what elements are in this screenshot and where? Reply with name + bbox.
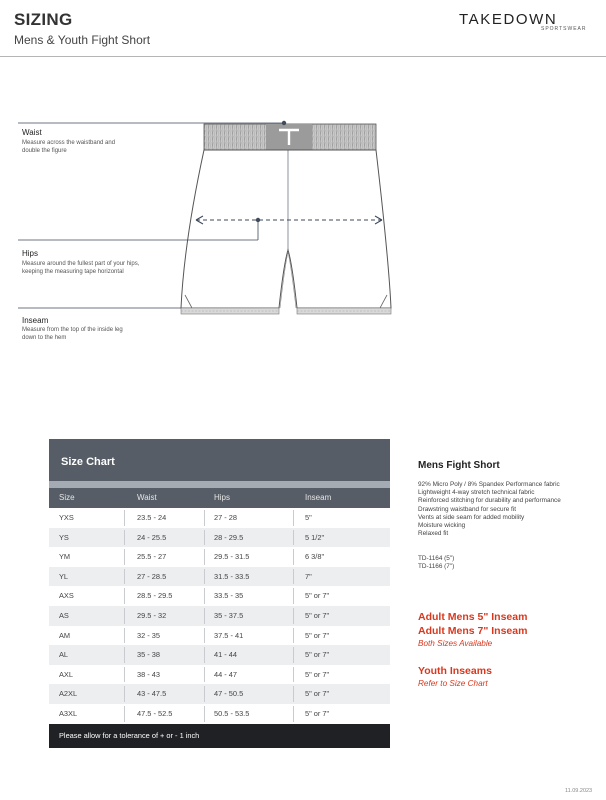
column-divider — [204, 608, 205, 624]
column-divider — [204, 647, 205, 663]
column-divider — [124, 510, 125, 526]
cell-waist: 28.5 - 29.5 — [137, 591, 173, 601]
cell-inseam: 5" or 7" — [305, 650, 330, 660]
column-divider — [293, 647, 294, 663]
cell-waist: 38 - 43 — [137, 669, 161, 679]
column-divider — [293, 588, 294, 604]
inseam-7-title: Adult Mens 7" Inseam — [418, 625, 528, 637]
cell-hips: 27 - 28 — [214, 513, 238, 522]
cell-hips: 44 - 47 — [214, 669, 238, 679]
inseam-label: Inseam — [22, 316, 49, 325]
column-divider — [293, 530, 294, 546]
cell-hips: 41 - 44 — [214, 650, 238, 660]
cell-hips: 31.5 - 33.5 — [214, 571, 250, 581]
column-divider — [124, 588, 125, 604]
feature-line: Reinforced stitching for durability and performance — [418, 497, 561, 505]
header-divider — [0, 56, 606, 57]
column-divider — [293, 510, 294, 526]
hips-label: Hips — [22, 249, 39, 258]
table-row — [49, 645, 390, 665]
cell-size: YXS — [59, 513, 74, 522]
column-divider — [293, 549, 294, 565]
cell-inseam: 5" or 7" — [305, 689, 330, 699]
cell-hips: 33.5 - 35 — [214, 591, 244, 601]
cell-waist: 43 - 47.5 — [137, 689, 167, 699]
feature-line: Vents at side seam for added mobility — [418, 513, 525, 521]
table-row — [49, 508, 390, 528]
cell-size: AS — [59, 610, 69, 620]
cell-size: YM — [59, 552, 71, 562]
cell-waist: 23.5 - 24 — [137, 513, 167, 522]
youth-inseams-note: Refer to Size Chart — [418, 679, 488, 688]
cell-inseam: 5" or 7" — [305, 591, 330, 601]
cell-hips: 37.5 - 41 — [214, 630, 244, 640]
col-header-hips: Hips — [214, 493, 231, 502]
column-divider — [204, 706, 205, 722]
both-sizes-note: Both Sizes Available — [418, 639, 493, 648]
feature-line: Moisture wicking — [418, 522, 466, 530]
size-chart-body — [49, 508, 390, 724]
cell-waist: 25.5 - 27 — [137, 552, 167, 562]
cell-size: A2XL — [59, 689, 78, 699]
column-divider — [124, 569, 125, 585]
cell-waist: 29.5 - 32 — [137, 610, 167, 620]
document-date: 11.09.2023 — [565, 788, 593, 794]
size-chart-title: Size Chart — [49, 439, 390, 481]
table-row — [49, 547, 390, 567]
column-divider — [293, 569, 294, 585]
cell-waist: 35 - 38 — [137, 650, 161, 660]
column-divider — [293, 706, 294, 722]
brand-logo-sub: SPORTSWEAR — [541, 26, 587, 32]
inseam-5-title: Adult Mens 5" Inseam — [418, 611, 528, 623]
product-features — [418, 481, 606, 538]
cell-size: AM — [59, 630, 71, 640]
cell-inseam: 5 1/2" — [305, 532, 325, 542]
size-chart-table — [49, 439, 390, 748]
feature-line: Lightweight 4-way stretch technical fabric — [418, 489, 535, 497]
size-chart-footer: Please allow for a tolerance of + or - 1 inch — [49, 724, 390, 748]
table-row — [49, 665, 390, 685]
page-subtitle: Mens & Youth Fight Short — [14, 33, 151, 47]
cell-inseam: 5" or 7" — [305, 630, 330, 640]
cell-inseam: 6 3/8" — [305, 552, 325, 562]
inseam-desc: Measure from the top of the inside leg down to the hem — [22, 327, 123, 341]
table-row — [49, 626, 390, 646]
col-header-size: Size — [59, 493, 75, 502]
size-chart-stripe — [49, 481, 390, 488]
column-divider — [204, 530, 205, 546]
cell-hips: 29.5 - 31.5 — [214, 552, 250, 562]
column-divider — [124, 549, 125, 565]
waist-label: Waist — [22, 128, 42, 137]
column-divider — [204, 549, 205, 565]
table-row — [49, 704, 390, 724]
column-divider — [204, 667, 205, 683]
cell-size: AXS — [59, 591, 74, 601]
column-divider — [124, 628, 125, 644]
page-title: SIZING — [14, 10, 73, 29]
waist-desc: Measure across the waistband and double the figure — [22, 140, 116, 154]
cell-waist: 47.5 - 52.5 — [137, 708, 173, 718]
cell-inseam: 5" or 7" — [305, 669, 330, 679]
column-divider — [124, 647, 125, 663]
product-title: Mens Fight Short — [418, 460, 500, 471]
feature-line: Drawstring waistband for secure fit — [418, 505, 517, 513]
cell-inseam: 5" or 7" — [305, 708, 330, 718]
column-divider — [204, 628, 205, 644]
cell-waist: 32 - 35 — [137, 630, 161, 640]
column-divider — [293, 686, 294, 702]
youth-inseams-title: Youth Inseams — [418, 665, 492, 677]
column-divider — [204, 510, 205, 526]
column-divider — [124, 706, 125, 722]
column-divider — [204, 569, 205, 585]
col-header-inseam: Inseam — [305, 493, 332, 502]
table-row — [49, 684, 390, 704]
cell-hips: 47 - 50.5 — [214, 689, 244, 699]
sku-5-inch: TD-1164 (5") — [418, 555, 455, 562]
col-header-waist: Waist — [137, 493, 157, 502]
feature-line: 92% Micro Poly / 8% Spandex Performance fabric — [418, 481, 560, 488]
cell-size: YS — [59, 532, 69, 542]
column-divider — [124, 686, 125, 702]
column-divider — [293, 608, 294, 624]
column-divider — [204, 686, 205, 702]
hips-desc: Measure around the fullest part of your hips, keeping the measuring tape horizontal — [22, 261, 140, 275]
cell-size: YL — [59, 571, 69, 581]
cell-hips: 35 - 37.5 — [214, 610, 244, 620]
table-row — [49, 567, 390, 587]
cell-inseam: 5" — [305, 513, 312, 522]
cell-size: AL — [59, 650, 69, 660]
table-row — [49, 528, 390, 548]
shorts-body — [181, 150, 391, 308]
cell-size: AXL — [59, 669, 73, 679]
cell-hips: 50.5 - 53.5 — [214, 708, 250, 718]
table-row — [49, 606, 390, 626]
column-divider — [124, 667, 125, 683]
column-divider — [293, 628, 294, 644]
cell-size: A3XL — [59, 708, 78, 718]
column-divider — [124, 530, 125, 546]
brand-logo: TAKEDOWN — [459, 11, 558, 28]
size-chart-header-row — [49, 488, 390, 508]
column-divider — [293, 667, 294, 683]
sku-7-inch: TD-1166 (7") — [418, 563, 455, 570]
cell-waist: 27 - 28.5 — [137, 571, 167, 581]
table-row — [49, 586, 390, 606]
cell-hips: 28 - 29.5 — [214, 532, 244, 542]
feature-line: Relaxed fit — [418, 530, 449, 538]
column-divider — [204, 588, 205, 604]
cell-inseam: 7" — [305, 571, 312, 581]
cell-waist: 24 - 25.5 — [137, 532, 167, 542]
column-divider — [124, 608, 125, 624]
cell-inseam: 5" or 7" — [305, 610, 330, 620]
